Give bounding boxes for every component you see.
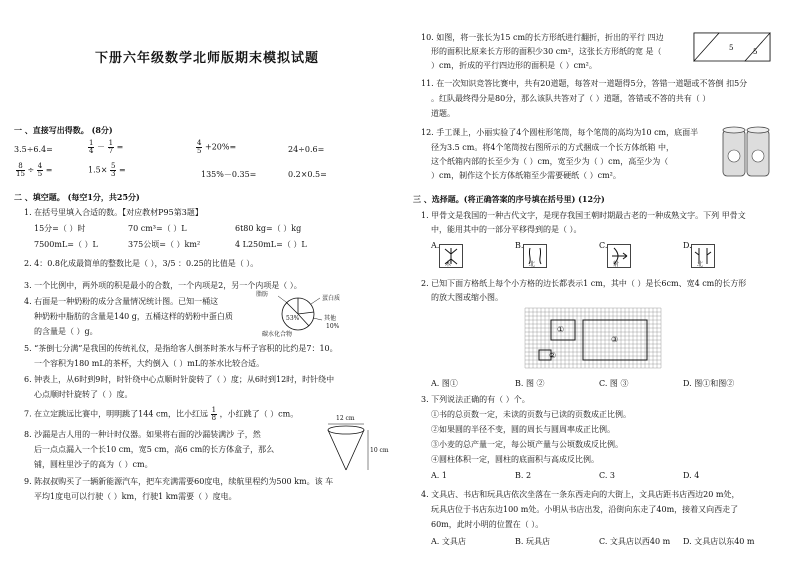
q11-line1: 11. 在一次知识竞答比赛中，共有20道题，每答对一道题得5分，答错一道题或不答倒 扣5分 (421, 79, 748, 88)
q10-line3: ）cm，折成的平行四边形的面积是（ ）cm²。 (431, 61, 597, 70)
c4-line1: 4. 文具店、书店和玩具店依次坐落在一条东西走向的大街上，文具店距书店西边20 m处， (421, 490, 740, 499)
q5-line1: 5. “茶倒七分满”是我国的传统礼仪，是指给客人倒茶时茶水与杯子容积的比约是7：10。 (24, 344, 338, 353)
q8-line1: 8. 沙漏是古人用的一种计时仪器。如果将右面的沙漏装满沙 子，然 (24, 430, 261, 439)
calc-item-4: 24÷0.6= (288, 145, 325, 154)
grid-label-3: ③ (611, 335, 619, 344)
pie-label-carb: 碳水化合物 (262, 331, 293, 338)
q11-line2: 。红队最终得分是80分，那么该队共答对了（ ）道题，答错或不答的共有（ ） (431, 94, 711, 103)
q11-line3: 道题。 (431, 109, 455, 118)
q4-line1: 4. 右面是一种奶粉的成分含量情况统计图。已知一桶这 (24, 297, 219, 306)
c3-item2: ②如果圆的半径不变，圆的周长与圆周率成正比例。 (431, 425, 615, 434)
c3: 3. 下列说法正确的有（ ）个。 (421, 395, 530, 404)
c2-line1: 2. 已知下面方格纸上每个小方格的边长都表示1 cm，其中（ ）是长6cm、宽4 cm的长方形 (421, 279, 747, 288)
grid-label-1: ① (557, 325, 565, 334)
svg-text:5: 5 (729, 44, 734, 52)
grid-label-2: ② (549, 351, 557, 360)
calc-item-7: 135%－0.35= (201, 170, 257, 179)
q10-line2: 形的面积比原来长方形的面积少30 cm²，这张长方形纸的宽 是（ (431, 47, 662, 56)
pie-label-other-pct: 10% (326, 323, 340, 330)
q1f: 4 L250mL=（ ）L (235, 240, 307, 249)
cone-top-label: 12 cm (336, 415, 355, 422)
q8-line4: 铺，圆柱里沙子的高为（ ）cm。 (34, 460, 153, 469)
sand-cone-figure (316, 415, 389, 480)
section-3-heading: 三 、选择题。(将正确答案的序号填在括号里) (12分) (413, 194, 605, 204)
cone-side-label: 10 cm (370, 447, 389, 454)
nutrition-pie-chart (256, 290, 356, 340)
c3-opt-d: D. 4 (683, 471, 700, 480)
c1-line1: 1. 甲骨文是我国的一种古代文字，是现存我国王朝时期最古老的一种成熟文字。下列 甲骨文 (421, 211, 746, 220)
q1c: 6t80 kg=（ ）kg (235, 224, 302, 233)
c3-opt-a: A. 1 (431, 471, 447, 480)
q1d: 7500mL=（ ）L (34, 240, 98, 249)
svg-text:5: 5 (753, 48, 758, 56)
c2-opt-d: D. 图①和图② (683, 379, 735, 388)
q1a: 15分=（ ）时 (34, 224, 86, 233)
c1-char-d: 北 (697, 261, 704, 268)
q12-line1: 12. 手工课上，小丽实验了4个圆柱形笔筒，每个笔筒的高均为10 cm，底面半 (421, 128, 699, 137)
pen-holders-figure (721, 124, 773, 180)
c4-opt-a: A. 文具店 (431, 537, 466, 546)
c1-char-c: 射 (613, 261, 620, 268)
c1-line2: 中，能用其中的一部分平移得到的是（ ）。 (431, 225, 582, 234)
calc-item-3: $\frac{4}{5}$ +20%= (197, 139, 237, 155)
c2-opt-b: B. 图 ② (515, 379, 545, 388)
page-title: 下册六年级数学北师版期末模拟试题 (94, 51, 319, 66)
c3-item3: ③小麦的总产量一定，每公顷产量与公顷数成反比例。 (431, 440, 623, 449)
q1e: 375公顷=（ ）km² (128, 240, 201, 249)
pie-label-protein: 蛋白质 (322, 295, 341, 302)
c4-line2: 玩具店位于书店东边100 m处。小明从书店出发，沿街向东走了40m，接着又向西走了 (431, 505, 739, 514)
q2: 2. 4：0.8化成最简单的整数比是（ ），3/5 ：0.25的比值是（ ）。 (24, 259, 259, 268)
q4-line2: 种奶粉中脂肪的含量是140 g，五桶这样的奶粉中蛋白质 (34, 312, 233, 321)
calc-item-2: $\frac{1}{4}$ － $\frac{1}{7}$ = (89, 139, 124, 155)
c3-opt-b: B. 2 (515, 471, 532, 480)
section-2-heading: 二 、填空题。 (每空1分，共25分) (14, 192, 140, 202)
section-1-heading: 一 、直接写出得数。 (8分) (14, 125, 113, 135)
q1: 1. 在括号里填入合适的数。【对应教材P95第3题】 (24, 208, 203, 217)
c4-opt-d: D. 文具店以东40 m (683, 537, 755, 546)
c2-opt-c: C. 图 ③ (599, 379, 629, 388)
folded-paper-figure (693, 30, 773, 64)
c3-opt-c: C. 3 (599, 471, 616, 480)
q12-line2: 径为3.5 cm。将4个笔筒按右图所示的方式捆成一个长方体纸箱 中， (431, 143, 674, 152)
c3-item1: ①书的总页数一定，未读的页数与已读的页数成正比例。 (431, 410, 631, 419)
c4-opt-b: B. 玩具店 (515, 537, 550, 546)
c3-item4: ④圆柱体积一定，圆柱的底面积与高成反比例。 (431, 455, 599, 464)
q6-line1: 6. 钟表上，从6时到9时，时针绕中心点顺时针旋转了（ ）度；从6时到12时，时针绕中 (24, 375, 335, 384)
q1b: 70 cm³=（ ）L (128, 224, 187, 233)
q12-line4: ）cm，制作这个长方体纸箱至少需要硬纸（ ）cm²。 (431, 171, 621, 180)
c1-opt-b-label: B. (515, 241, 524, 250)
c1-opt-d-label: D. (683, 241, 692, 250)
q4-line3: 的含量是（ ）g。 (34, 327, 98, 336)
c2-opt-a: A. 图① (431, 379, 458, 388)
c1-char-b: 北 (529, 261, 536, 268)
q7: 7. 在立定跳远比赛中，明明跳了144 cm，比小红远 $\frac{1}{8}$ ，小红跳了（ ）cm。 (24, 406, 299, 422)
q5-line2: 一个容积为180 mL的茶杯，大约倒入（ ）mL的茶水比较合适。 (34, 359, 265, 368)
q9-line1: 9. 陈叔叔购买了一辆新能源汽车，把车充满需要60度电，续航里程约为500 km。该 车 (24, 477, 334, 486)
q10-line1: 10. 如图，将一张长为15 cm的长方形纸进行翻折，折出的平行 四边 (421, 33, 664, 42)
q12-line3: 这个纸箱内部的长至少为（ ）cm，宽至少为（ ）cm，高至少为（ (431, 157, 669, 166)
c1-opt-a-label: A. (431, 241, 440, 250)
c4-opt-c: C. 文具店以西40 m (599, 537, 671, 546)
c1-char-a: 木 (445, 261, 452, 268)
calc-item-8: 0.2×0.5= (288, 170, 327, 179)
c4-line3: 60m，此时小明的位置在（ ）。 (431, 520, 544, 529)
q6-line2: 心点顺时针旋转了（ ）度。 (34, 390, 133, 399)
right-column (405, 0, 794, 584)
pie-label-53: 53% (286, 315, 300, 322)
c1-opt-c-label: C. (599, 241, 608, 250)
q8-line2: 后一点点漏入一个长10 cm，宽5 cm，高6 cm的长方体盒子，那么 (34, 445, 275, 454)
calc-item-1: 3.5÷6.4= (14, 145, 53, 154)
calc-item-6: 1.5× $\frac{5}{3}$ = (88, 162, 126, 178)
q3: 3. 一个比例中，两外项的积是最小的合数，一个内项是2，另一个内项是（ ）。 (24, 281, 302, 290)
q9-line2: 平均1度电可以行驶（ ）km，行驶1 km需要（ ）度电。 (34, 492, 237, 501)
pie-label-other: 其他 (324, 315, 337, 322)
calc-item-5: $\frac{8}{15}$ ÷ $\frac{4}{5}$ = (16, 162, 53, 178)
grid-figure (523, 306, 663, 372)
c2-line2: 的放大图或缩小图。 (431, 293, 503, 302)
pie-label-fat: 脂肪 (256, 291, 269, 298)
